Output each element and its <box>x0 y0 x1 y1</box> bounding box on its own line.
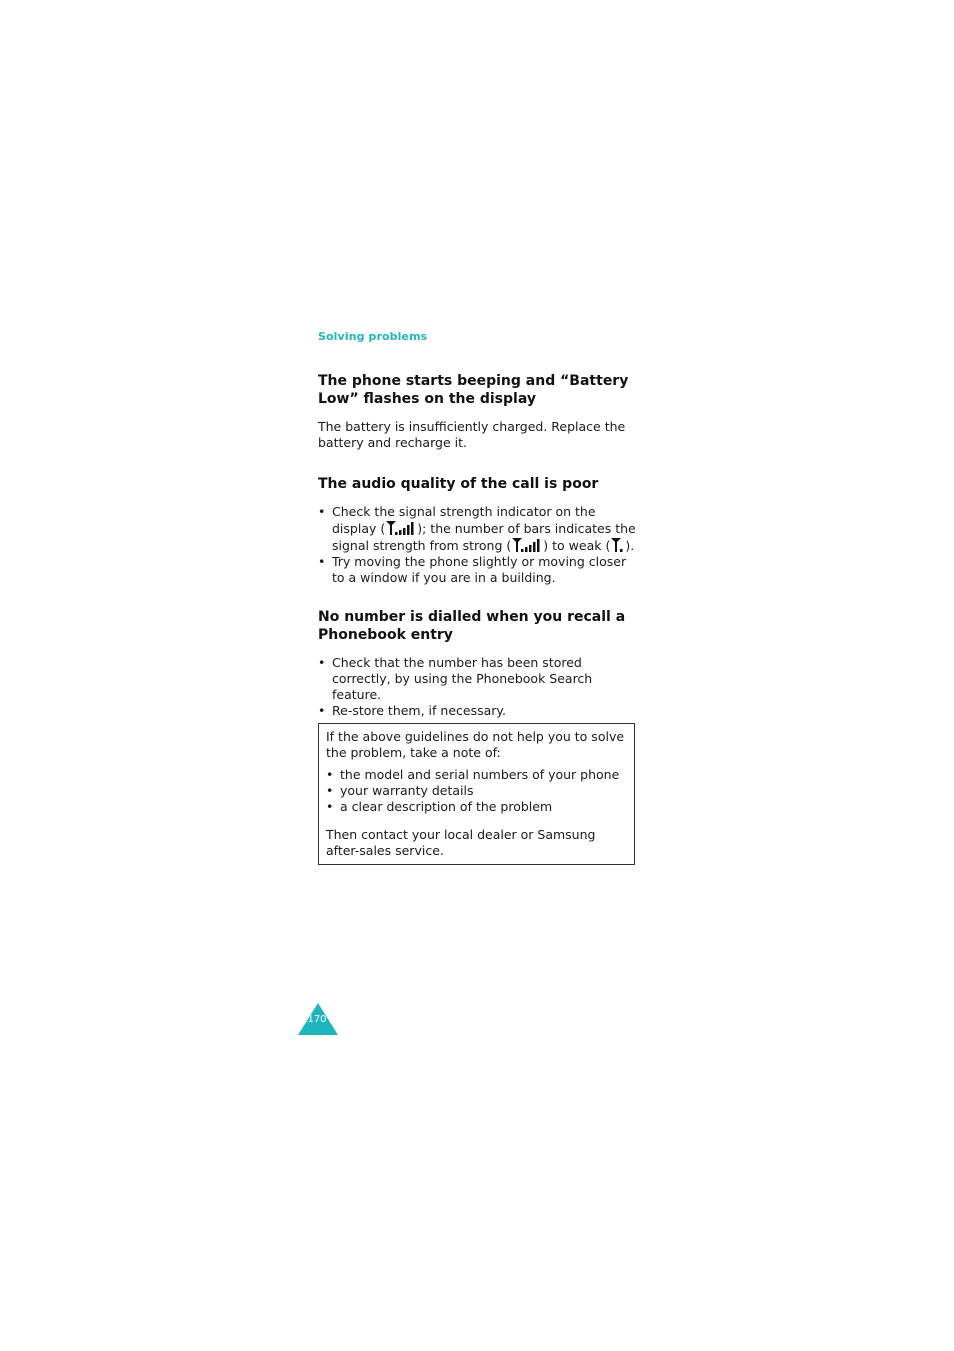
list-item: • Check that the number has been stored correctly, by using the Phonebook Search feature. <box>318 655 593 702</box>
list-item: • Re-store them, if necessary. <box>318 703 506 718</box>
note-intro: If the above guidelines do not help you to solve the problem, take a note of: <box>326 729 625 760</box>
section-audio-quality <box>318 475 638 586</box>
list-item: • the model and serial numbers of your phone <box>326 767 620 782</box>
section-no-number <box>318 608 638 719</box>
signal-strength-full-icon <box>511 537 543 553</box>
list-item: • Check the signal strength indicator on the display ( ); the number of bars indicates the signal strength from strong ( ) to weak ( ). <box>318 504 636 553</box>
page-number: 170 <box>307 1014 327 1025</box>
battery-low-body: The battery is insufficiently charged. Replace the battery and recharge it. <box>318 419 626 450</box>
heading-audio-quality: The audio quality of the call is poor <box>318 476 599 492</box>
heading-no-number: No number is dialled when you recall a Phonebook entry <box>318 609 626 643</box>
note-outro: Then contact your local dealer or Samsung after-sales service. <box>326 827 596 858</box>
no-number-list <box>318 655 638 719</box>
note-box <box>318 723 635 865</box>
signal-strength-full-icon <box>385 520 417 536</box>
list-item: • Try moving the phone slightly or moving closer to a window if you are in a building. <box>318 554 627 585</box>
list-item: • a clear description of the problem <box>326 799 553 814</box>
signal-strength-weak-icon <box>610 537 625 553</box>
note-list <box>326 767 627 815</box>
list-item: • your warranty details <box>326 783 474 798</box>
section-title: Solving problems <box>318 330 428 343</box>
audio-quality-list <box>318 504 638 586</box>
section-battery-low <box>318 372 638 451</box>
heading-battery-low: The phone starts beeping and “Battery Low” flashes on the display <box>318 373 629 407</box>
